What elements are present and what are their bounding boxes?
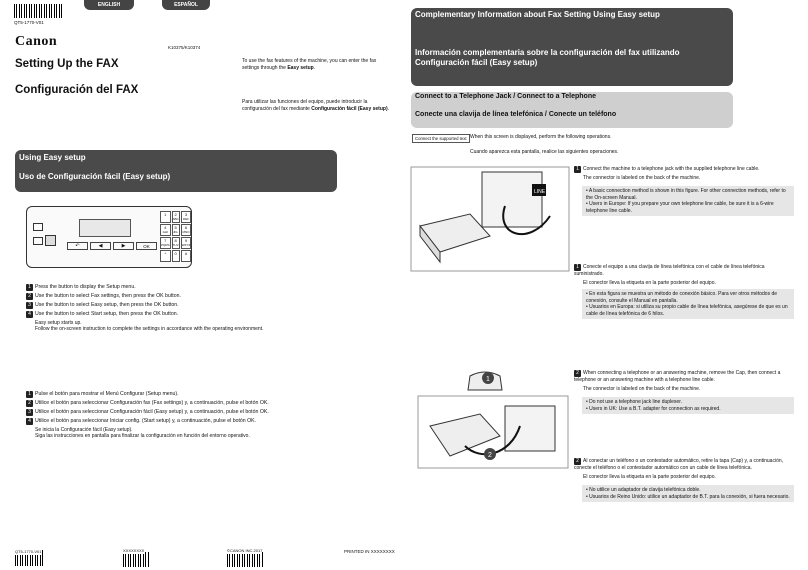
note-item: • Usuarios de Reino Unido: utilice un adaptador de B.T. para la conexión, si fuera necesario. bbox=[586, 493, 790, 500]
keypad-key[interactable]: 5 JKL bbox=[173, 225, 179, 234]
step2-es-label: El conector lleva la etiqueta en la parte posterior del equipo. bbox=[583, 474, 716, 480]
keypad-key[interactable]: 1 bbox=[160, 211, 171, 223]
es-after-2: Siga las instrucciones en pantalla para finalizar la configuración en función del entorno operativo. bbox=[35, 433, 250, 439]
step1-notes-en bbox=[582, 186, 794, 216]
numeric-keypad bbox=[160, 211, 191, 263]
keypad-key[interactable]: 2 ABC bbox=[172, 212, 179, 221]
easy-setup-heading-en: Using Easy setup bbox=[19, 153, 86, 162]
callout-2-text: 2 bbox=[488, 452, 492, 459]
step-number: 4 bbox=[26, 418, 33, 425]
step2-notes-en bbox=[582, 397, 794, 414]
tab-english: ENGLISH bbox=[84, 0, 134, 10]
step1-es: 1 Conecte el equipo a una clavija de línea telefónica con el cable de línea telefónica suministrado. El conector lleva la etiqueta en la parte posterior del equipo. • En esta figura se muestra un método de conexión básico. Para ver otros métodos de conexión, consulte el Manual en pantalla. • Usuarios en Europa: si utiliza su propio cable de línea telefónica, asegúrese de que es un cable de línea telefónica de 6 hilos. bbox=[574, 264, 794, 319]
operation-panel bbox=[26, 206, 192, 268]
note-item: • Users in Europe: If you prepare your own telephone line cable, be sure it is a 6-wire telephone line cable. bbox=[586, 201, 774, 214]
canon-logo: Canon bbox=[15, 34, 58, 49]
panel-nav-row bbox=[67, 242, 157, 250]
step-row: 3 Use the button to select Easy setup, then press the OK button. bbox=[26, 301, 181, 310]
easy-setup-heading-es: Uso de Configuración fácil (Easy setup) bbox=[19, 172, 171, 181]
step-row: 4 Utilice el botón para seleccionar Iniciar config. (Start setup) y, a continuación, pulse el botón OK. bbox=[26, 417, 269, 426]
left-arrow-button[interactable]: ◀ bbox=[90, 242, 111, 250]
telephone-sub-banner bbox=[411, 92, 733, 128]
step-row: 2 Utilice el botón para seleccionar Configuración fax (Fax settings) y, a continuación, pulse el botón OK. bbox=[26, 399, 269, 408]
note-item: • No utilice un adaptador de clavija telefónica doble. bbox=[586, 487, 701, 493]
step2-number: 2 bbox=[574, 370, 581, 377]
step-row: 1 Pulse el botón para mostrar el Menú Configurar (Setup menu). bbox=[26, 390, 269, 399]
intro-es: Para utilizar las funciones del equipo, puede introducir la configuración del fax mediante Configuración fácil (Easy setup). bbox=[242, 99, 390, 112]
es-steps bbox=[26, 390, 269, 426]
step-number: 3 bbox=[26, 302, 33, 309]
step-row: 4 Use the button to select Start setup, then press the OK button. bbox=[26, 310, 181, 319]
note-item: • Usuarios en Europa: si utiliza su propio cable de línea telefónica, asegúrese de que es un cable de línea telefónica de 6 hilos. bbox=[586, 304, 788, 317]
step-number: 2 bbox=[26, 400, 33, 407]
step-row: 2 Use the button to select Fax settings, then press the OK button. bbox=[26, 292, 181, 301]
keypad-key[interactable]: 6 MNO bbox=[182, 225, 190, 234]
step2-es-number: 2 bbox=[574, 458, 581, 465]
jack-panel-2 bbox=[505, 406, 555, 451]
sub-title-en: Connect to a Telephone Jack / Connect to a Telephone bbox=[415, 93, 596, 100]
step2-es: 2 Al conectar un teléfono o un contestador automático, retire la tapa (Cap) y, a continuación, conecte el teléfono o el contestador automático con un cable de línea telefónica. El conector lleva la etiqueta en la parte posterior del equipo. • No utilice un adaptador de clavija telefónica doble. • Usuarios de Reino Unido: utilice un adaptador de B.T. para la conexión, si fuera necesario. bbox=[574, 458, 794, 502]
step1-es-number: 1 bbox=[574, 264, 581, 271]
fax-icon bbox=[33, 237, 43, 245]
complementary-banner bbox=[411, 8, 733, 86]
when-es: Cuando aparezca esta pantalla, realice las siguientes operaciones. bbox=[470, 149, 619, 155]
step-row: 3 Utilice el botón para seleccionar Configuración fácil (Easy setup) y, a continuación, pulse el botón OK. bbox=[26, 408, 269, 417]
model-code: K10375/K10374 bbox=[168, 45, 201, 50]
line-jack-text: LINE bbox=[534, 189, 546, 195]
panel-lcd bbox=[79, 219, 131, 237]
ok-button[interactable]: OK bbox=[136, 242, 157, 250]
step1-es-label: El conector lleva la etiqueta en la parte posterior del equipo. bbox=[583, 280, 716, 286]
footer-code-2: XXXXXXXX bbox=[123, 548, 145, 553]
page-title-es: Configuración del FAX bbox=[15, 84, 139, 96]
keypad-key[interactable]: 3 DEF bbox=[181, 211, 192, 223]
banner-title-en: Complementary Information about Fax Setting Using Easy setup bbox=[415, 10, 660, 19]
keypad-key[interactable]: 8 TUV bbox=[172, 238, 179, 247]
when-en: When this screen is displayed, perform the following operations. bbox=[470, 134, 612, 140]
step-number: 4 bbox=[26, 311, 33, 318]
printed-in: PRINTED IN XXXXXXXX bbox=[344, 549, 395, 554]
note-item: • Users in UK: Use a B.T. adapter for connection as required. bbox=[586, 405, 721, 412]
footer-code-1: QT5-1770-V01 bbox=[15, 549, 42, 554]
keypad-key[interactable]: 4 GHI bbox=[160, 224, 171, 236]
step-number: 1 bbox=[26, 284, 33, 291]
back-button[interactable]: ↶ bbox=[67, 242, 88, 250]
note-item: • A basic connection method is shown in this figure. For other connection methods, refer to the On-screen Manual. bbox=[586, 188, 786, 201]
sub-title-es: Conecte una clavija de línea telefónica / Conecte un teléfono bbox=[415, 111, 617, 118]
step2-notes-es bbox=[582, 485, 794, 502]
step-number: 1 bbox=[26, 391, 33, 398]
tab-spanish: ESPAÑOL bbox=[162, 0, 210, 10]
right-arrow-button[interactable]: ▶ bbox=[113, 242, 134, 250]
illustration-telephone-jack bbox=[410, 166, 570, 272]
note-item: • Do not use a telephone jack line duplexer. bbox=[586, 399, 682, 405]
barcode-number: QT5-1770-V01 bbox=[14, 20, 44, 25]
es-after-1: Se inicia la Configuración fácil (Easy setup). bbox=[35, 427, 133, 433]
intro-en: To use the fax features of the machine, you can enter the fax settings through the Easy setup. bbox=[242, 58, 377, 71]
top-barcode bbox=[14, 4, 62, 18]
callout-1-text: 1 bbox=[486, 376, 490, 383]
footer-barcode-2 bbox=[123, 552, 149, 567]
step1-en: 1 Connect the machine to a telephone jack with the supplied telephone line cable. The connector is labeled on the back of the machine. • A basic connection method is shown in this figure. For other connection methods, refer to the On-screen Manual. • Users in Europe: If you prepare your own telephone line cable, be sure it is a 6-wire telephone line cable. bbox=[574, 166, 794, 216]
wall-jack-panel bbox=[482, 172, 542, 227]
en-after-2: Follow the on-screen instruction to complete the settings in accordance with the operating environment. bbox=[35, 326, 264, 332]
page-title-en: Setting Up the FAX bbox=[15, 58, 119, 70]
step1-number: 1 bbox=[574, 166, 581, 173]
banner-title-es: Información complementaria sobre la configuración del fax utilizando Configuración fácil (Easy setup) bbox=[415, 48, 680, 67]
supported-tag: Connect the supported text bbox=[412, 134, 470, 143]
footer-copyright: ©CANON INC.2017 bbox=[227, 548, 263, 553]
keypad-key[interactable]: 9 WXYZ bbox=[181, 238, 191, 247]
keypad-key[interactable]: * bbox=[160, 250, 171, 262]
keypad-key[interactable]: 0 bbox=[172, 250, 180, 262]
copy-icon bbox=[33, 223, 43, 231]
setup-button[interactable] bbox=[45, 235, 56, 246]
step1-notes-es bbox=[582, 289, 794, 319]
en-after-1: Easy setup starts up. bbox=[35, 320, 82, 326]
easy-setup-banner bbox=[15, 150, 337, 192]
note-item: • En esta figura se muestra un método de conexión básico. Para ver otros métodos de conexión, consulte el Manual en pantalla. bbox=[586, 291, 778, 304]
step2-en-label: The connector is labeled on the back of the machine. bbox=[583, 386, 701, 392]
step-number: 2 bbox=[26, 293, 33, 300]
step1-en-label: The connector is labeled on the back of the machine. bbox=[583, 175, 701, 181]
footer-barcode-3 bbox=[227, 552, 263, 567]
step-number: 3 bbox=[26, 409, 33, 416]
keypad-key[interactable]: 7 PQRS bbox=[161, 238, 170, 247]
illustration-telephone bbox=[410, 366, 570, 470]
keypad-key[interactable]: # bbox=[181, 250, 192, 262]
step-row: 1 Press the button to display the Setup menu. bbox=[26, 283, 181, 292]
step2-en: 2 When connecting a telephone or an answering machine, remove the Cap, then connect a telephone or an answering machine with a telephone line cable. The connector is labeled on the back of the machine. • Do not use a telephone jack line duplexer. • Users in UK: Use a B.T. adapter for connection as required. bbox=[574, 370, 794, 414]
en-steps bbox=[26, 283, 181, 319]
